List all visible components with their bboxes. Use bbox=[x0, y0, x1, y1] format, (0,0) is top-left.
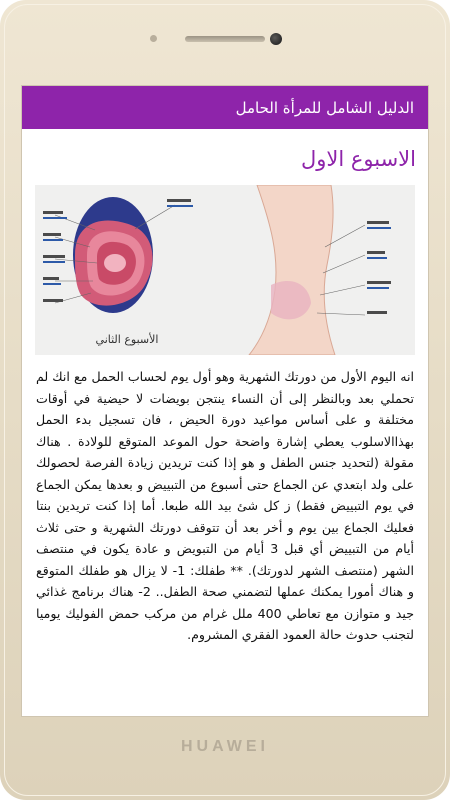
article-content[interactable] bbox=[22, 147, 428, 646]
app-screen bbox=[22, 86, 428, 716]
app-toolbar bbox=[22, 86, 428, 129]
article-body: انه اليوم الأول من دورتك الشهرية وهو أول يوم لحساب الحمل مع انك لم تحملي بعد وبالنظر إلى أن النساء ينتجن بويضات لا حيضية في أوقات مختلفة و على أساس مواعيد دورة الحيض ، فان تسجيل بدء الحمل بهذاالاسلوب يعطي إشارة واضحة حول الموعد المتوقع للولادة . هناك مقولة (لتحديد جنس الطفل و هو إذا كنت تريدين زيادة الفرصة لحصولك على ولد ابتعدي عن الجماع حتى أسبوع من التبييض و بعدها يمكن الجماع في يوم التبييض فقط) ز كل شئ بيد الله طبعا. أما إذا كنت تريدين بنتا فعليك الجماع بين يوم و أخر بعد أن تتوقف دورتك الشهرية و حتى ثلاث أيام من التبييض أي قبل 3 أيام من التبويض و عادة يكون في منتصف الشهر (منتصف الشهر لدورتك). ** طفلك: 1- لا يزال هو طفلك المتوقع و هناك أمورا يمكنك عملها لتضمني صحة الطفل.. 2- هناك برنامج غذائي جيد و متوازن مع تعاطي 400 ملل غرام من مركب حمض الفوليك يوميا لتجنب حدوث حالة العمود الفقري المشروم. bbox=[36, 369, 414, 642]
proximity-sensor bbox=[150, 35, 157, 42]
article-heading: الاسبوع الاول bbox=[300, 147, 416, 171]
front-camera bbox=[270, 33, 282, 45]
article-illustration bbox=[35, 185, 415, 355]
device-brand-logo: HUAWEI bbox=[181, 738, 269, 755]
earpiece-speaker bbox=[185, 36, 265, 42]
figure-caption: الأسبوع الثاني bbox=[95, 333, 159, 346]
toolbar-title: الدليل الشامل للمرأة الحامل bbox=[235, 98, 414, 117]
uterus-illustration bbox=[35, 185, 415, 355]
